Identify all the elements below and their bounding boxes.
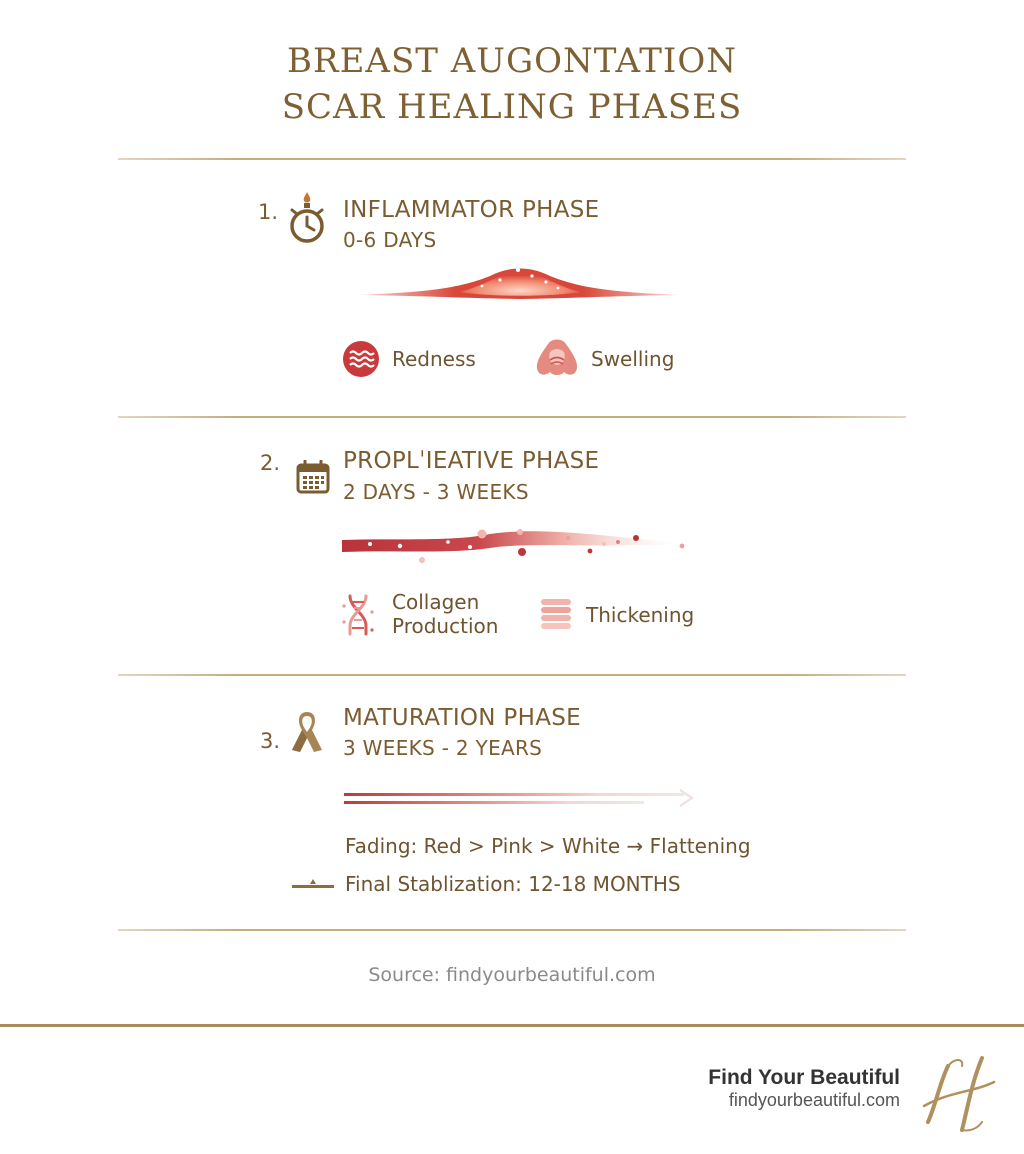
symptom-label-redness: Redness bbox=[392, 347, 476, 371]
final-stabilization: Final Stablization: 12-18 MONTHS bbox=[345, 872, 681, 896]
ribbon-icon bbox=[288, 706, 326, 756]
divider bbox=[118, 416, 906, 418]
script-h-logo-icon bbox=[918, 1052, 1002, 1136]
footer-divider bbox=[0, 1024, 1024, 1027]
calendar-icon bbox=[296, 460, 330, 494]
phase-range: 2 DAYS - 3 WEEKS bbox=[343, 480, 529, 504]
fading-description: Fading: Red > Pink > White → Flattening bbox=[345, 834, 751, 858]
proliferating-scar-illustration bbox=[340, 522, 690, 568]
brand-url[interactable]: findyourbeautiful.com bbox=[728, 1090, 900, 1110]
symptom-label-swelling: Swelling bbox=[591, 347, 675, 371]
brand-name: Find Your Beautiful bbox=[708, 1066, 900, 1089]
phase-name: INFLAMMATOR PHASE bbox=[343, 197, 600, 223]
collagen-line-2: Production bbox=[392, 614, 499, 638]
phase-number: 1. bbox=[258, 200, 279, 224]
divider bbox=[118, 674, 906, 676]
phase-name: PROPLˈIEATIVE PHASE bbox=[343, 448, 600, 474]
collagen-line-1: Collagen bbox=[392, 590, 480, 614]
phase-number: 3. bbox=[260, 729, 281, 753]
fading-scar-arrow-illustration bbox=[342, 786, 698, 810]
phase-name: MATURATION PHASE bbox=[343, 705, 581, 731]
phase-range: 3 WEEKS - 2 YEARS bbox=[343, 736, 543, 760]
redness-wave-icon bbox=[342, 340, 380, 378]
phase-range: 0-6 DAYS bbox=[343, 228, 437, 252]
page-title bbox=[0, 38, 1024, 130]
inflamed-scar-illustration bbox=[350, 262, 690, 306]
swelling-icon bbox=[534, 338, 580, 378]
divider bbox=[118, 929, 906, 931]
page-title-line-1: BREAST AUGONTATION bbox=[287, 41, 737, 81]
dna-icon bbox=[340, 592, 376, 638]
stopwatch-icon bbox=[288, 190, 326, 246]
flat-scar-icon bbox=[292, 876, 334, 892]
symptom-label-thickening: Thickening bbox=[586, 603, 695, 627]
stacked-layers-icon bbox=[540, 598, 572, 630]
phase-number: 2. bbox=[260, 451, 281, 475]
page-title-line-2: SCAR HEALING PHASES bbox=[281, 87, 743, 127]
divider bbox=[118, 158, 906, 160]
symptom-label-collagen bbox=[392, 590, 498, 638]
source-credit: Source: findyourbeautiful.com bbox=[368, 964, 656, 986]
